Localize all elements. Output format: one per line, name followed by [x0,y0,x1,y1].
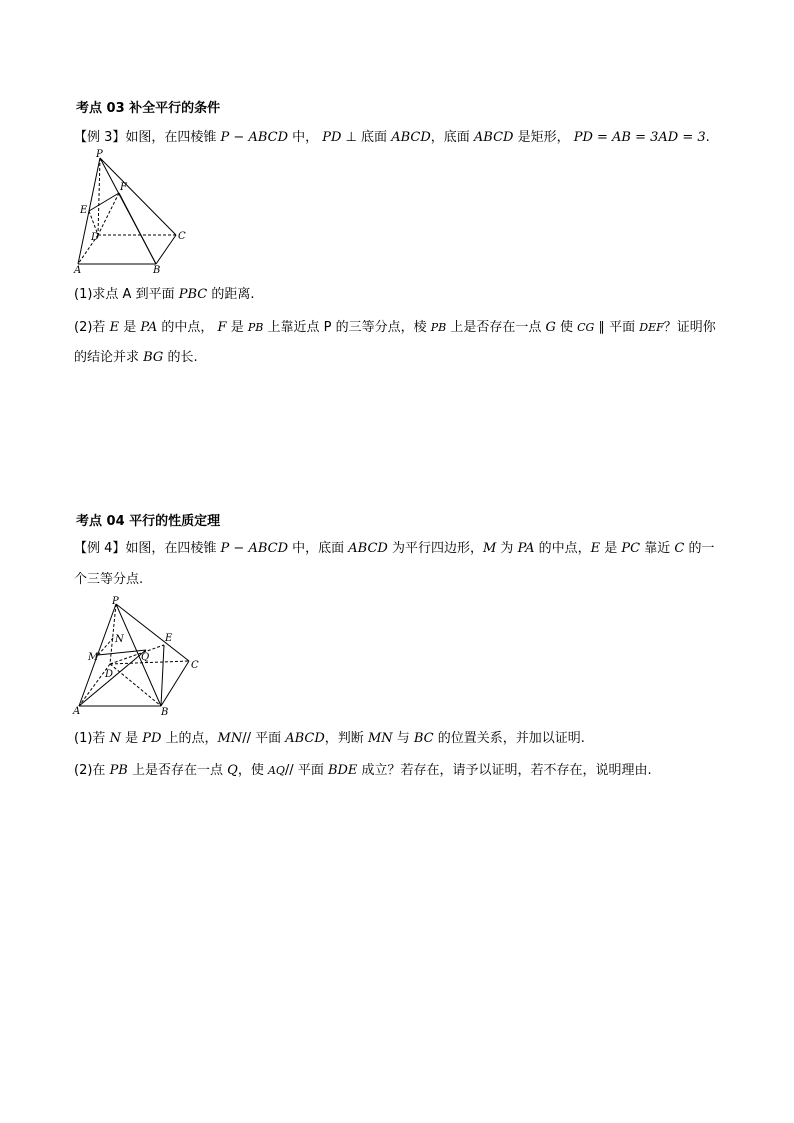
text: 中， [288,130,323,145]
label-d: D [91,232,100,243]
point-c: C [674,541,685,556]
text: 的一 [684,541,715,556]
base-abcd: ABCD [348,541,388,556]
base-abcd: ABCD [473,130,514,145]
diagonal-db [110,664,161,706]
text: 如图，在四棱锥 [125,541,221,556]
text: 与 [392,731,414,746]
point-m: M [482,541,497,556]
text: (2)在 [74,763,110,778]
label-b: B [161,707,169,717]
label-b: B [153,265,161,276]
point-e: E [109,320,120,335]
example-3-question-2 [74,316,716,335]
text: 是 [600,541,622,556]
text: 的长. [163,350,198,365]
label-e: E [165,633,173,644]
edge-pb [116,604,161,706]
segment-mn: MN [367,731,393,746]
example-3-tag: 【例 3】 [74,130,126,145]
example-4-intro-cont: 个三等分点. [74,572,144,587]
text: . [705,130,710,145]
edge-dc [110,661,189,664]
text: 靠近 [640,541,675,556]
text: (1)若 [74,731,110,746]
figure-pyramid-3 [70,148,200,276]
point-q: Q [227,763,238,778]
point-g: G [545,320,556,335]
text: 的距离. [207,287,255,302]
label-c: C [191,660,199,671]
text: 上靠近点 P 的三等分点，棱 [263,320,431,335]
label-e: E [80,205,88,216]
text: // 平面 [242,731,286,746]
plane-bde: BDE [327,763,358,778]
text: 的位置关系，并加以证明. [433,731,585,746]
label-p: P [112,596,119,607]
point-n: N [109,731,121,746]
example-4-question-2 [74,759,652,778]
segment-pa: PA [140,320,158,335]
length-equation: PD = AB = 3AD = 3 [573,130,706,145]
text: ，使 [237,763,268,778]
label-d: D [105,669,114,680]
text: 的结论并求 [74,350,144,365]
label-f: F [120,182,127,193]
segment-mn: MN [217,731,243,746]
segment-aq: AQ [267,764,285,777]
text: 是 [226,320,248,335]
segment-pa: PA [517,541,535,556]
segment-bg: BG [143,350,164,365]
example-3-intro [74,126,710,145]
segment-bc: BC [413,731,434,746]
text: 是矩形， [513,130,574,145]
segment-pd: PD [142,731,162,746]
text: ⊥ 底面 [341,130,392,145]
plane-pbc: PBC [178,287,208,302]
plane-def: DEF [639,321,664,334]
segment-pd: PD [322,130,342,145]
segment-pb: PB [109,763,128,778]
pyramid-name: P − ABCD [220,130,289,145]
segment-cg: CG [577,321,595,334]
label-p: P [96,149,103,160]
figure-pyramid-4 [70,592,200,717]
section-4-heading: 考点 04 平行的性质定理 [76,514,221,529]
label-n: N [115,634,124,645]
text: 使 [555,320,578,335]
edge-bc [156,235,176,264]
edge-pc [100,158,176,235]
text: 的中点， [157,320,218,335]
text: 中，底面 [288,541,349,556]
text: 是 [120,731,143,746]
text: 上是否存在一点 [127,763,228,778]
text: 上的点， [161,731,218,746]
text: ？证明你 [663,320,716,335]
parallel-symbol: ∥ [594,320,610,335]
example-4-tag: 【例 4】 [74,541,126,556]
example-4-intro [74,537,714,556]
segment-pc: PC [621,541,641,556]
point-f: F [217,320,227,335]
pyramid-name: P − ABCD [220,541,289,556]
segment-fb [119,193,156,264]
example-3-question-1 [74,283,254,302]
label-c: C [178,231,186,242]
segment-pb: PB [247,321,264,334]
text: (2)若 [74,320,110,335]
base-abcd: ABCD [391,130,431,145]
text: 如图，在四棱锥 [125,130,221,145]
text: (1)求点 A 到平面 [74,287,179,302]
section-3-heading: 考点 03 补全平行的条件 [76,101,221,116]
example-4-question-1 [74,727,585,746]
label-a: A [74,265,82,276]
point-e: E [590,541,601,556]
text: 平面 [609,320,640,335]
label-m: M [88,652,99,663]
text: 为平行四边形， [387,541,483,556]
text: 为 [496,541,518,556]
edge-pd [98,158,100,235]
label-a: A [73,706,81,717]
segment-eb [161,645,164,706]
text: 成立？若存在，请予以证明，若不存在，说明理由. [357,763,652,778]
segment-de [110,645,164,664]
text: 是 [119,320,141,335]
text: 的中点， [534,541,591,556]
text: ，判断 [324,731,368,746]
label-q: Q [141,652,150,663]
base-abcd: ABCD [285,731,325,746]
segment-pb: PB [430,321,447,334]
example-3-question-2-cont [74,346,198,365]
text: 上是否存在一点 [446,320,546,335]
text: // 平面 [284,763,328,778]
edge-bc [161,661,189,706]
text: ，底面 [430,130,474,145]
